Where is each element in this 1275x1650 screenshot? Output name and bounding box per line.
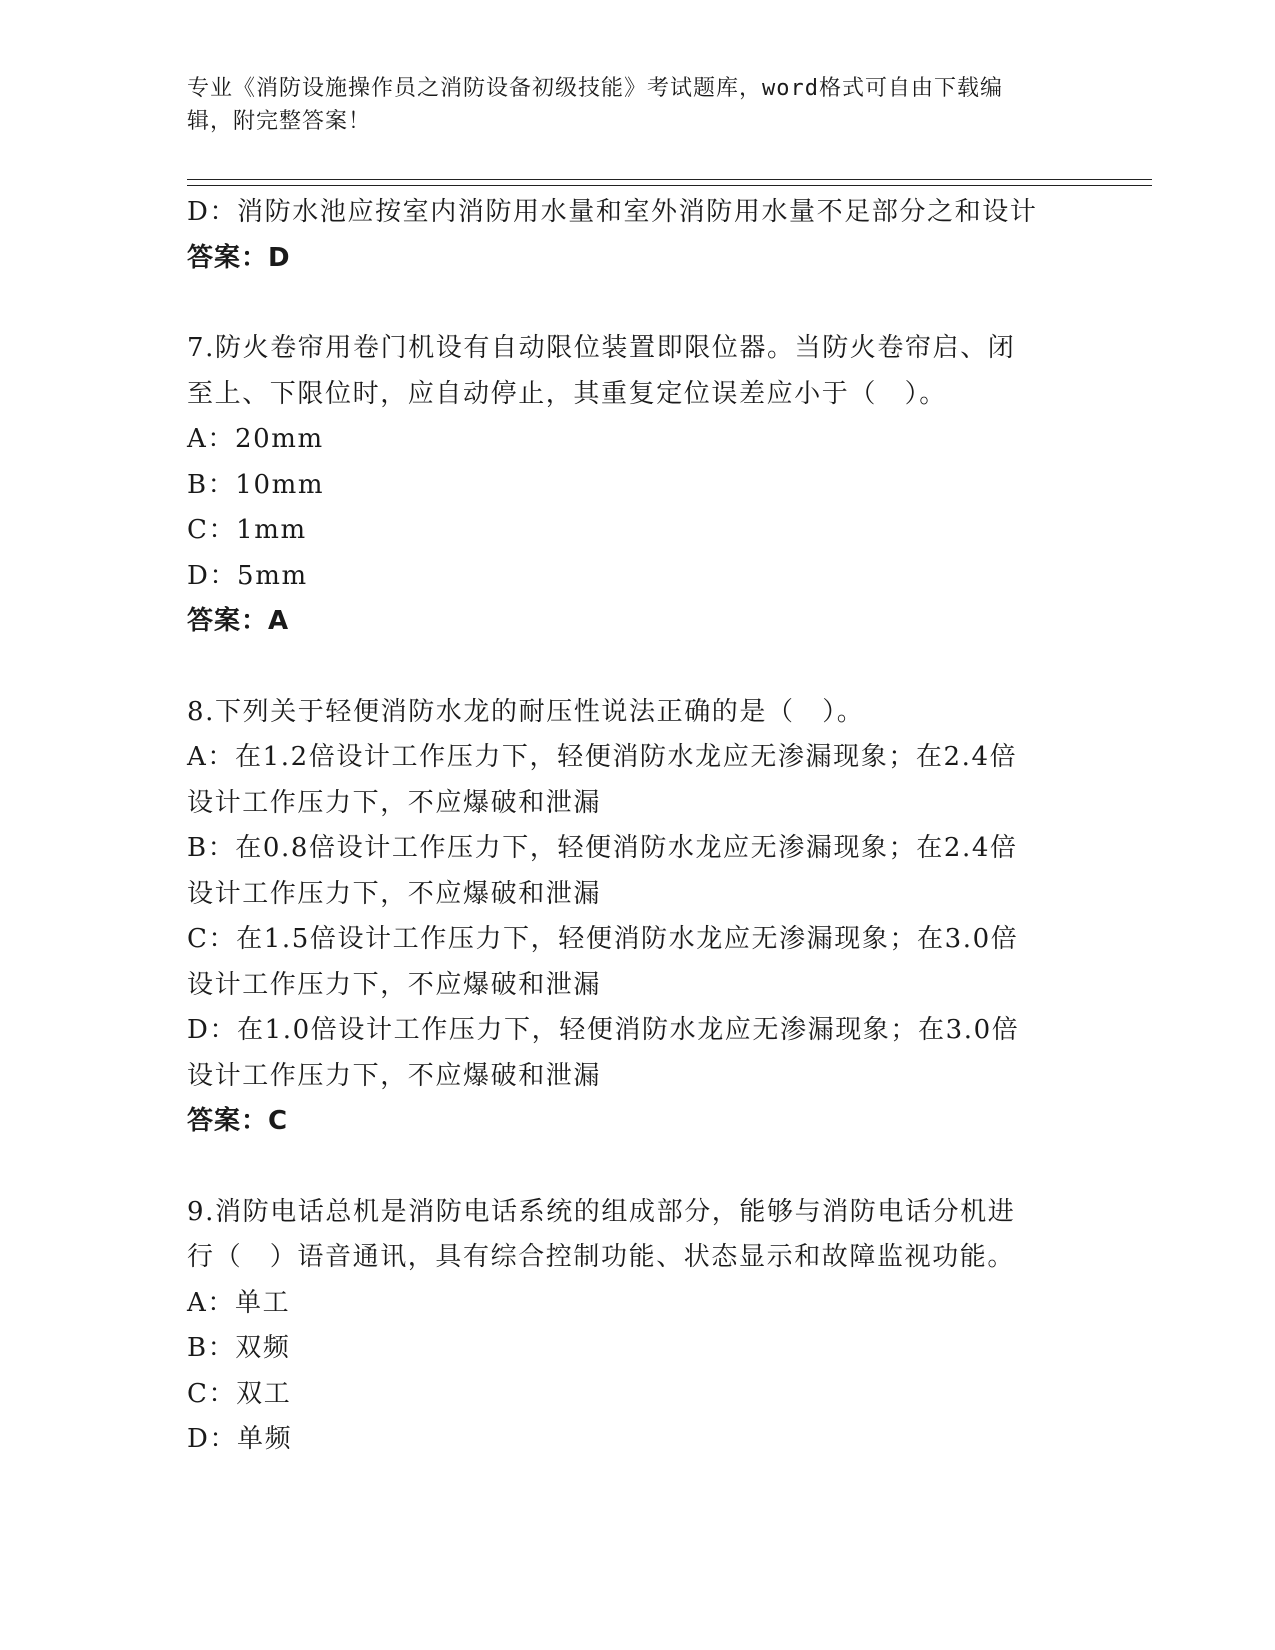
option-line: B：10mm	[187, 469, 325, 500]
option	[187, 826, 1087, 917]
option-line: 设计工作压力下，不应爆破和泄漏	[187, 1060, 602, 1091]
option	[187, 1326, 1087, 1372]
option-line: 设计工作压力下，不应爆破和泄漏	[187, 878, 602, 909]
option-line: D：单频	[187, 1424, 293, 1454]
option-line: D：在1.0倍设计工作压力下，轻便消防水龙应无渗漏现象；在3.0倍	[187, 1015, 1020, 1045]
prev-answer: 答案：D	[187, 242, 291, 273]
option-line: C：1mm	[187, 515, 307, 545]
option	[187, 917, 1087, 1008]
page-header	[187, 72, 1067, 138]
option-line: 设计工作压力下，不应爆破和泄漏	[187, 969, 602, 1000]
header-rule-top	[187, 179, 1152, 180]
prev-option-d: D：消防水池应按室内消防用水量和室外消防用水量不足部分之和设计	[187, 197, 1038, 227]
question-block	[187, 326, 1087, 645]
option	[187, 463, 1087, 509]
question-stem-line: 9.消防电话总机是消防电话系统的组成部分，能够与消防电话分机进	[187, 1196, 1016, 1227]
question-list	[187, 326, 1087, 1463]
option	[187, 1372, 1087, 1418]
option	[187, 508, 1087, 554]
option-line: B：在0.8倍设计工作压力下，轻便消防水龙应无渗漏现象；在2.4倍	[187, 833, 1018, 863]
header-line-1: 专业《消防设施操作员之消防设备初级技能》考试题库，word格式可自由下载编	[187, 76, 1003, 101]
option	[187, 554, 1087, 600]
question-stem-line: 7.防火卷帘用卷门机设有自动限位装置即限位器。当防火卷帘启、闭	[187, 333, 1016, 363]
question-stem-line: 8.下列关于轻便消防水龙的耐压性说法正确的是（ ）。	[187, 696, 865, 727]
question-block	[187, 690, 1087, 1145]
option-line: A：单工	[187, 1287, 291, 1318]
header-rule-bottom	[187, 185, 1152, 186]
header-line-2: 辑，附完整答案！	[187, 109, 372, 134]
option-line: C：在1.5倍设计工作压力下，轻便消防水龙应无渗漏现象；在3.0倍	[187, 924, 1019, 954]
question-stem-line: 至上、下限位时，应自动停止，其重复定位误差应小于（ ）。	[187, 378, 947, 409]
option	[187, 1008, 1087, 1099]
option-line: A：20mm	[187, 424, 324, 454]
answer: 答案：A	[187, 606, 290, 636]
option	[187, 1281, 1087, 1327]
document-body	[187, 190, 1087, 1463]
option-line: D：5mm	[187, 560, 308, 591]
option-line: C：双工	[187, 1378, 292, 1409]
question-block	[187, 1190, 1087, 1463]
option	[187, 735, 1087, 826]
option	[187, 417, 1087, 463]
option	[187, 1417, 1087, 1463]
option-line: 设计工作压力下，不应爆破和泄漏	[187, 787, 602, 818]
option-line: B：双频	[187, 1333, 291, 1363]
answer: 答案：C	[187, 1106, 289, 1136]
question-stem-line: 行（ ）语音通讯，具有综合控制功能、状态显示和故障监视功能。	[187, 1242, 1016, 1272]
option-line: A：在1.2倍设计工作压力下，轻便消防水龙应无渗漏现象；在2.4倍	[187, 742, 1018, 772]
